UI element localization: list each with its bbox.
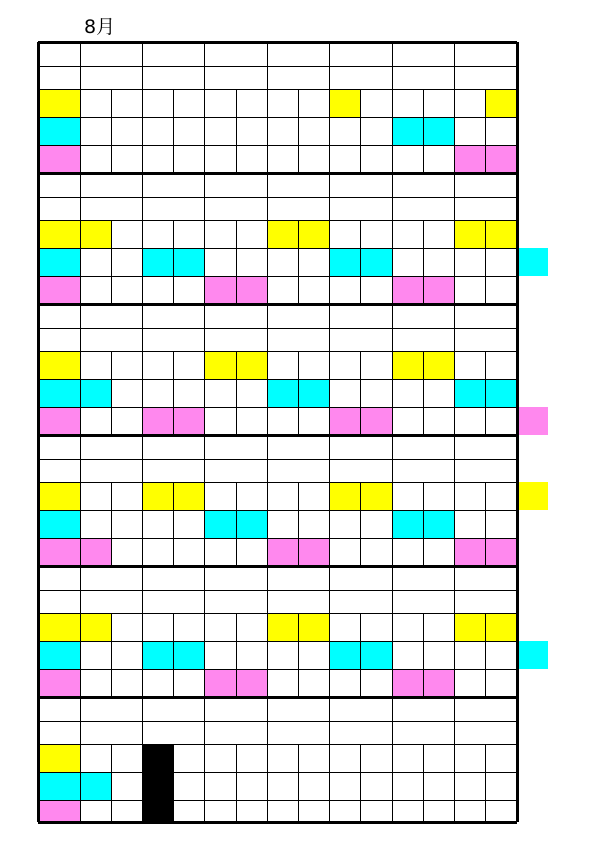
grid-line (142, 304, 143, 435)
grid-line (111, 744, 112, 822)
grid-line (298, 89, 299, 173)
shift-a-label (330, 89, 361, 117)
grid-line (329, 304, 330, 435)
grid-line (454, 566, 455, 697)
grid-line (423, 613, 424, 697)
grid-line (204, 304, 205, 435)
grid-line (204, 435, 205, 566)
row-label-text (38, 613, 80, 641)
grid-line (142, 566, 143, 697)
day-number (205, 306, 267, 328)
day-number (330, 44, 392, 66)
day-of-week (80, 459, 142, 482)
block-separator (38, 565, 517, 568)
shift-b-label (80, 772, 111, 800)
row-label-text (38, 669, 80, 697)
block-separator (38, 303, 517, 306)
row-label-text (38, 220, 80, 248)
grid-line (298, 351, 299, 435)
grid-line (485, 89, 486, 173)
grid-line (173, 220, 174, 304)
grid-line (454, 173, 455, 304)
grid-line (236, 482, 237, 566)
day-of-week (267, 197, 329, 220)
day-number (267, 568, 329, 590)
day-number (392, 306, 454, 328)
day-of-week (392, 328, 454, 351)
row-label-text (38, 482, 80, 510)
block-separator (38, 434, 517, 437)
day-number (205, 568, 267, 590)
day-of-week (330, 459, 392, 482)
day-number (392, 437, 454, 459)
day-of-week (392, 197, 454, 220)
grid-line (142, 173, 143, 304)
day-number (142, 175, 204, 197)
day-number (455, 437, 517, 459)
grid-line (111, 220, 112, 304)
grid-line (360, 351, 361, 435)
day-of-week (267, 328, 329, 351)
grid-line (392, 697, 393, 822)
grid-line (298, 482, 299, 566)
grid-line (485, 613, 486, 697)
day-number (392, 568, 454, 590)
row-label-text (38, 351, 80, 379)
grid-line (204, 566, 205, 697)
grid-line (267, 435, 268, 566)
grid-line (236, 89, 237, 173)
day-number (392, 175, 454, 197)
day-number (142, 568, 204, 590)
grid-line (142, 435, 143, 566)
grid-line (111, 351, 112, 435)
day-number (330, 568, 392, 590)
grid-line (360, 89, 361, 173)
grid-line (204, 697, 205, 822)
row-label-text (38, 407, 80, 435)
grid-line (485, 744, 486, 822)
grid-line (392, 42, 393, 173)
day-number (330, 306, 392, 328)
grid-line (80, 435, 81, 566)
shift-a-label (80, 613, 111, 641)
shift-c-label (80, 538, 111, 566)
grid-line (38, 197, 517, 198)
block-separator (38, 172, 517, 175)
grid-line (236, 744, 237, 822)
grid-line (360, 613, 361, 697)
day-of-week (330, 66, 392, 89)
day-of-week (330, 197, 392, 220)
grid-line (454, 42, 455, 173)
frame-bottom (38, 821, 517, 824)
grid-line (111, 482, 112, 566)
shift-b-label (80, 379, 111, 407)
day-number (455, 568, 517, 590)
frame-right (516, 42, 519, 822)
shift-a-label (517, 482, 548, 510)
grid-line (329, 566, 330, 697)
grid-line (392, 435, 393, 566)
day-number (330, 437, 392, 459)
shift-a-label (80, 220, 111, 248)
day-of-week (142, 590, 204, 613)
frame-left (37, 42, 40, 822)
grid-line (360, 482, 361, 566)
block-separator (38, 696, 517, 699)
grid-line (204, 42, 205, 173)
day-number (142, 437, 204, 459)
day-of-week (330, 328, 392, 351)
grid-line (329, 42, 330, 173)
row-label-text (38, 800, 80, 822)
grid-line (485, 351, 486, 435)
grid-line (360, 220, 361, 304)
grid-line (236, 351, 237, 435)
day-of-week (142, 197, 204, 220)
grid-line (329, 697, 330, 822)
grid-line (423, 744, 424, 822)
row-label-text (38, 510, 80, 538)
grid-line (267, 304, 268, 435)
row-label-text (38, 145, 80, 173)
grid-line (111, 89, 112, 173)
grid-line (80, 173, 81, 304)
day-of-week (455, 459, 517, 482)
grid-line (38, 459, 517, 460)
grid-line (173, 482, 174, 566)
grid-line (298, 613, 299, 697)
day-of-week (205, 328, 267, 351)
day-of-week (455, 197, 517, 220)
row-label-text (38, 276, 80, 304)
grid-line (173, 613, 174, 697)
grid-line (423, 89, 424, 173)
day-of-week (80, 590, 142, 613)
month-title: 8月 (84, 16, 116, 38)
grid-line (80, 566, 81, 697)
day-number (80, 175, 142, 197)
blocked-cell (142, 744, 173, 822)
grid-line (80, 697, 81, 822)
grid-line (454, 304, 455, 435)
grid-line (267, 42, 268, 173)
row-label-text (38, 641, 80, 669)
day-of-week (455, 66, 517, 89)
day-of-week (142, 459, 204, 482)
grid-line (267, 173, 268, 304)
grid-line (38, 590, 517, 591)
grid-line (173, 89, 174, 173)
row-label-text (38, 89, 80, 117)
grid-line (236, 613, 237, 697)
shift-a-label (486, 89, 517, 117)
row-label-text (38, 744, 80, 772)
grid-line (80, 304, 81, 435)
grid-line (392, 173, 393, 304)
grid-line (454, 697, 455, 822)
grid-line (38, 328, 517, 329)
day-of-week (330, 590, 392, 613)
grid-line (142, 697, 143, 822)
shift-b-label (517, 248, 548, 276)
shift-c-label (517, 407, 548, 435)
day-of-week (142, 328, 204, 351)
grid-line (485, 482, 486, 566)
grid-line (392, 566, 393, 697)
day-number (455, 175, 517, 197)
frame-top (38, 41, 517, 44)
day-number (267, 175, 329, 197)
day-of-week (80, 328, 142, 351)
grid-line (173, 351, 174, 435)
grid-line (80, 42, 81, 173)
day-number (142, 306, 204, 328)
day-number (330, 175, 392, 197)
grid-line (142, 42, 143, 173)
grid-line (423, 351, 424, 435)
grid-line (204, 173, 205, 304)
grid-line (267, 566, 268, 697)
grid-line (298, 744, 299, 822)
day-number (80, 306, 142, 328)
day-number (80, 699, 142, 721)
day-of-week (80, 721, 142, 744)
day-number (205, 175, 267, 197)
day-number (205, 437, 267, 459)
day-number (455, 306, 517, 328)
row-label-text (38, 117, 80, 145)
day-of-week (455, 328, 517, 351)
grid-line (38, 66, 517, 67)
grid-line (423, 482, 424, 566)
grid-line (454, 435, 455, 566)
day-of-week (267, 459, 329, 482)
row-label-text (38, 248, 80, 276)
day-of-week (392, 590, 454, 613)
grid-line (329, 435, 330, 566)
day-number (392, 44, 454, 66)
shift-b-label (517, 641, 548, 669)
day-number (267, 437, 329, 459)
grid-line (329, 173, 330, 304)
grid-line (38, 721, 517, 722)
day-of-week (455, 590, 517, 613)
day-of-week (205, 197, 267, 220)
grid-line (236, 220, 237, 304)
grid-line (360, 744, 361, 822)
grid-line (485, 220, 486, 304)
day-number (267, 306, 329, 328)
day-number (455, 44, 517, 66)
row-label-text (38, 538, 80, 566)
grid-line (423, 220, 424, 304)
day-of-week (392, 66, 454, 89)
day-number (80, 568, 142, 590)
grid-line (298, 220, 299, 304)
grid-line (111, 613, 112, 697)
day-of-week (205, 590, 267, 613)
row-label-text (38, 772, 80, 800)
grid-line (173, 744, 174, 822)
grid-line (267, 697, 268, 822)
row-label-text (38, 379, 80, 407)
day-of-week (392, 459, 454, 482)
grid-line (392, 304, 393, 435)
day-of-week (267, 590, 329, 613)
day-number (80, 437, 142, 459)
day-of-week (205, 459, 267, 482)
day-of-week (80, 197, 142, 220)
